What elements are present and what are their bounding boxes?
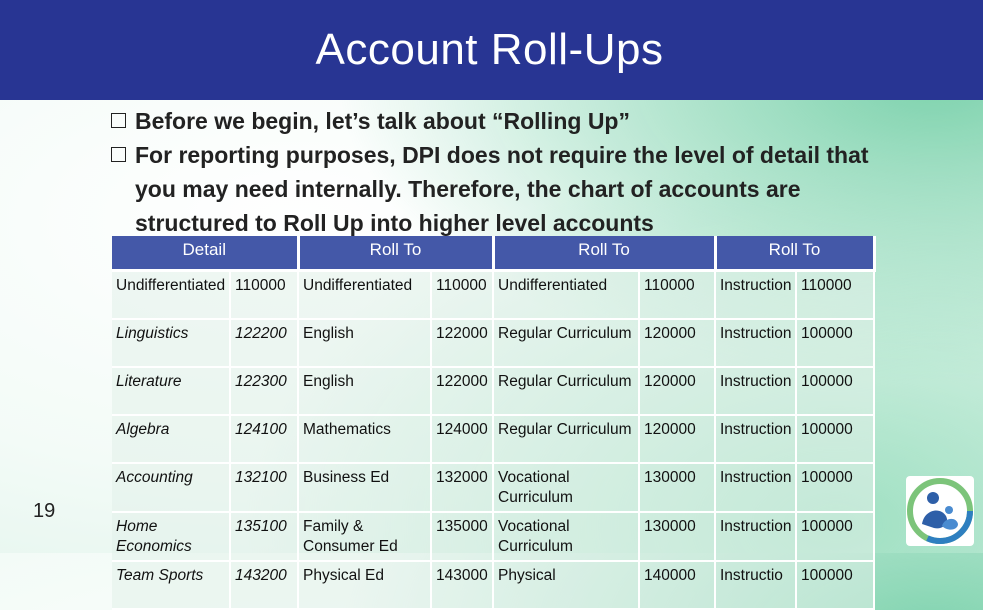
- table-row: [112, 415, 874, 463]
- table-cell: English: [298, 319, 431, 367]
- checkbox-bullet-icon: [111, 113, 126, 128]
- table-cell: Instruction: [715, 415, 796, 463]
- table-cell: Vocational Curriculum: [493, 463, 639, 512]
- account-rollup-table: [112, 236, 876, 610]
- slide-title: Account Roll-Ups: [315, 25, 664, 74]
- table-cell: Vocational Curriculum: [493, 512, 639, 561]
- account-table-container: [112, 236, 874, 610]
- table-cell: 110000: [796, 271, 874, 320]
- table-cell: 110000: [639, 271, 715, 320]
- table-cell: Literature: [112, 367, 230, 415]
- table-cell: Instruction: [715, 271, 796, 320]
- table-cell: 122000: [431, 319, 493, 367]
- table-cell: 100000: [796, 415, 874, 463]
- table-cell: Algebra: [112, 415, 230, 463]
- table-cell: 143200: [230, 561, 298, 609]
- table-cell: Regular Curriculum: [493, 367, 639, 415]
- table-cell: 122000: [431, 367, 493, 415]
- table-cell: 100000: [796, 319, 874, 367]
- column-header-roll-to: Roll To: [493, 236, 715, 271]
- table-cell: English: [298, 367, 431, 415]
- table-cell: Regular Curriculum: [493, 319, 639, 367]
- table-row: [112, 463, 874, 512]
- column-header-detail: Detail: [112, 236, 298, 271]
- table-cell: 135000: [431, 512, 493, 561]
- table-cell: 100000: [796, 463, 874, 512]
- table-cell: 120000: [639, 367, 715, 415]
- table-row: [112, 319, 874, 367]
- bullet-text: For reporting purposes, DPI does not require the level of detail that you may need internally. Therefore, the chart of accounts are structured to Roll Up into higher level accounts: [135, 142, 869, 236]
- column-header-roll-to: Roll To: [715, 236, 874, 271]
- organization-logo-icon: [906, 476, 974, 546]
- table-cell: Instruction: [715, 319, 796, 367]
- table-cell: Instruction: [715, 512, 796, 561]
- table-cell: 124000: [431, 415, 493, 463]
- title-bar: [0, 0, 983, 100]
- table-cell: Accounting: [112, 463, 230, 512]
- table-cell: Instruction: [715, 463, 796, 512]
- table-cell: Family & Consumer Ed: [298, 512, 431, 561]
- table-cell: 110000: [431, 271, 493, 320]
- table-cell: Undifferentiated: [112, 271, 230, 320]
- table-row: [112, 271, 874, 320]
- table-cell: 122200: [230, 319, 298, 367]
- table-row: [112, 561, 874, 609]
- table-cell: Undifferentiated: [493, 271, 639, 320]
- slide-number: 19: [33, 500, 56, 522]
- bullet-text: Before we begin, let’s talk about “Rolling Up”: [135, 108, 630, 134]
- table-cell: 143000: [431, 561, 493, 609]
- table-cell: 100000: [796, 561, 874, 609]
- table-cell: 130000: [639, 463, 715, 512]
- table-row: [112, 512, 874, 561]
- table-cell: 130000: [639, 512, 715, 561]
- table-cell: 110000: [230, 271, 298, 320]
- table-cell: 132100: [230, 463, 298, 512]
- table-cell: 140000: [639, 561, 715, 609]
- table-cell: 122300: [230, 367, 298, 415]
- table-cell: Business Ed: [298, 463, 431, 512]
- checkbox-bullet-icon: [111, 147, 126, 162]
- table-row: [112, 367, 874, 415]
- table-cell: 135100: [230, 512, 298, 561]
- table-cell: 124100: [230, 415, 298, 463]
- table-cell: Undifferentiated: [298, 271, 431, 320]
- table-cell: Instruction: [715, 367, 796, 415]
- table-cell: Regular Curriculum: [493, 415, 639, 463]
- table-cell: Physical Ed: [298, 561, 431, 609]
- table-cell: 132000: [431, 463, 493, 512]
- bullet-list: [111, 104, 911, 240]
- table-cell: Mathematics: [298, 415, 431, 463]
- table-header-row: [112, 236, 874, 271]
- table-cell: Home Economics: [112, 512, 230, 561]
- table-cell: 100000: [796, 367, 874, 415]
- bullet-item: [111, 138, 911, 240]
- table-cell: 100000: [796, 512, 874, 561]
- table-cell: Physical: [493, 561, 639, 609]
- table-cell: Instructio: [715, 561, 796, 609]
- column-header-roll-to: Roll To: [298, 236, 493, 271]
- table-cell: 120000: [639, 415, 715, 463]
- table-cell: Team Sports: [112, 561, 230, 609]
- table-cell: 120000: [639, 319, 715, 367]
- bullet-item: [111, 104, 911, 138]
- table-cell: Linguistics: [112, 319, 230, 367]
